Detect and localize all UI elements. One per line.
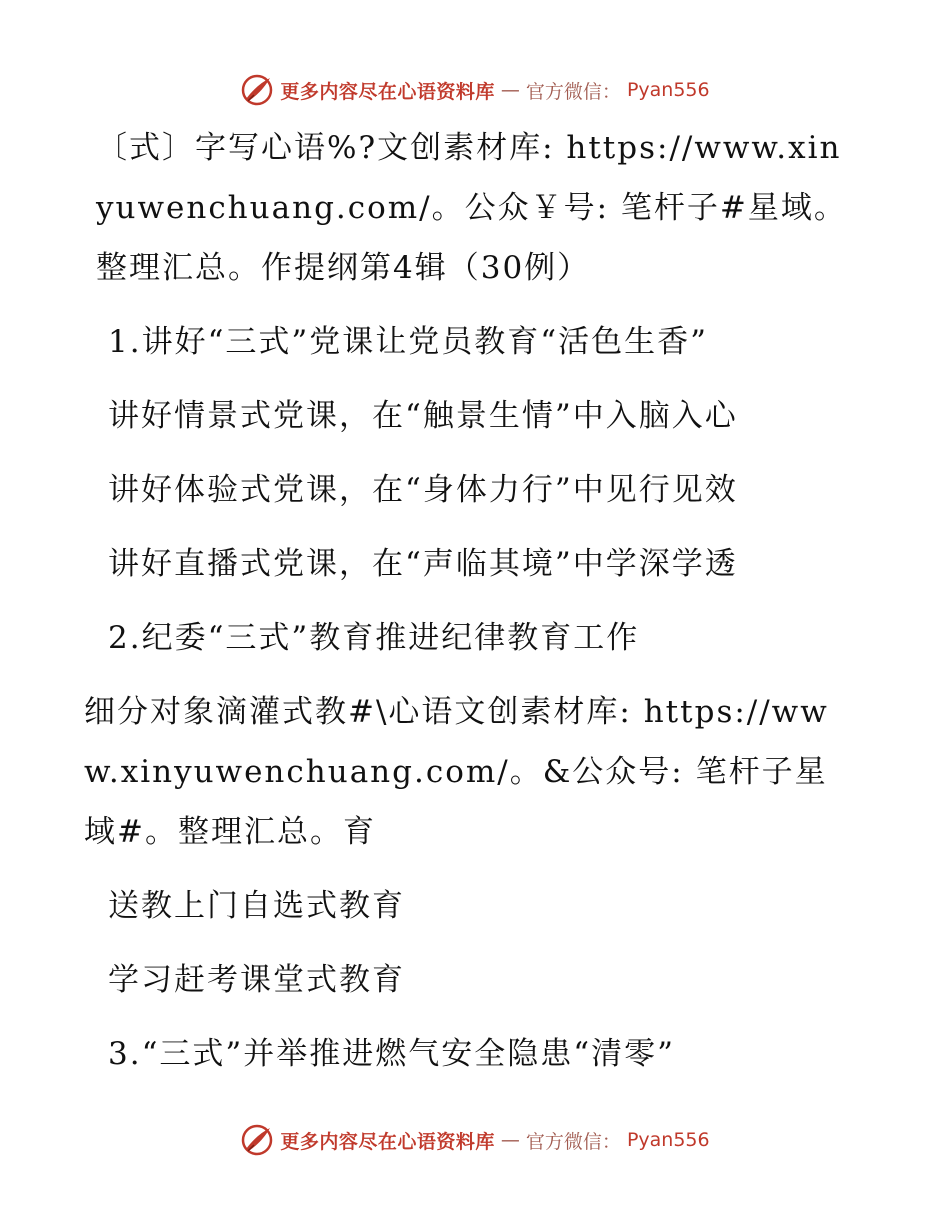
feather-logo-icon: [240, 73, 274, 107]
watermark-separator: —: [500, 1129, 520, 1151]
paragraph-intro: 〔式〕字写心语%?文创素材库: https://www.xinyuwenchuang.com/。公众￥号: 笔杆子#星域。整理汇总。作提纲第4辑（30例）: [96, 130, 847, 286]
watermark-wechat-id: Pyan556: [626, 79, 710, 101]
document-body: [84, 118, 856, 1098]
paragraph-item: 讲好情景式党课，在“触景生情”中入脑入心: [108, 398, 738, 434]
watermark-wechat-label: 官方微信：: [525, 80, 621, 103]
paragraph-heading-1: 1.讲好“三式”党课让党员教育“活色生香”: [108, 324, 708, 360]
watermark-text: 更多内容尽在心语资料库: [280, 1130, 495, 1153]
paragraph-item: 送教上门自选式教育: [108, 888, 405, 924]
watermark-text: 更多内容尽在心语资料库: [280, 80, 495, 103]
paragraph-item: 学习赶考课堂式教育: [108, 962, 405, 998]
paragraph-item: 细分对象滴灌式教#\心语文创素材库: https://www.xinyuwenchuang.com/。&公众号: 笔杆子星域#。整理汇总。育: [84, 694, 829, 850]
footer-watermark: [0, 1120, 950, 1160]
watermark-separator: —: [500, 79, 520, 101]
paragraph-heading-3: 3.“三式”并举推进燃气安全隐患“清零”: [108, 1036, 675, 1072]
header-watermark: [0, 70, 950, 110]
watermark-wechat-label: 官方微信：: [525, 1130, 621, 1153]
paragraph-item: 讲好体验式党课，在“身体力行”中见行见效: [108, 472, 738, 508]
watermark-wechat-id: Pyan556: [626, 1129, 710, 1151]
feather-logo-icon: [240, 1123, 274, 1157]
paragraph-item: 讲好直播式党课，在“声临其境”中学深学透: [108, 546, 738, 582]
paragraph-heading-2: 2.纪委“三式”教育推进纪律教育工作: [108, 620, 640, 656]
